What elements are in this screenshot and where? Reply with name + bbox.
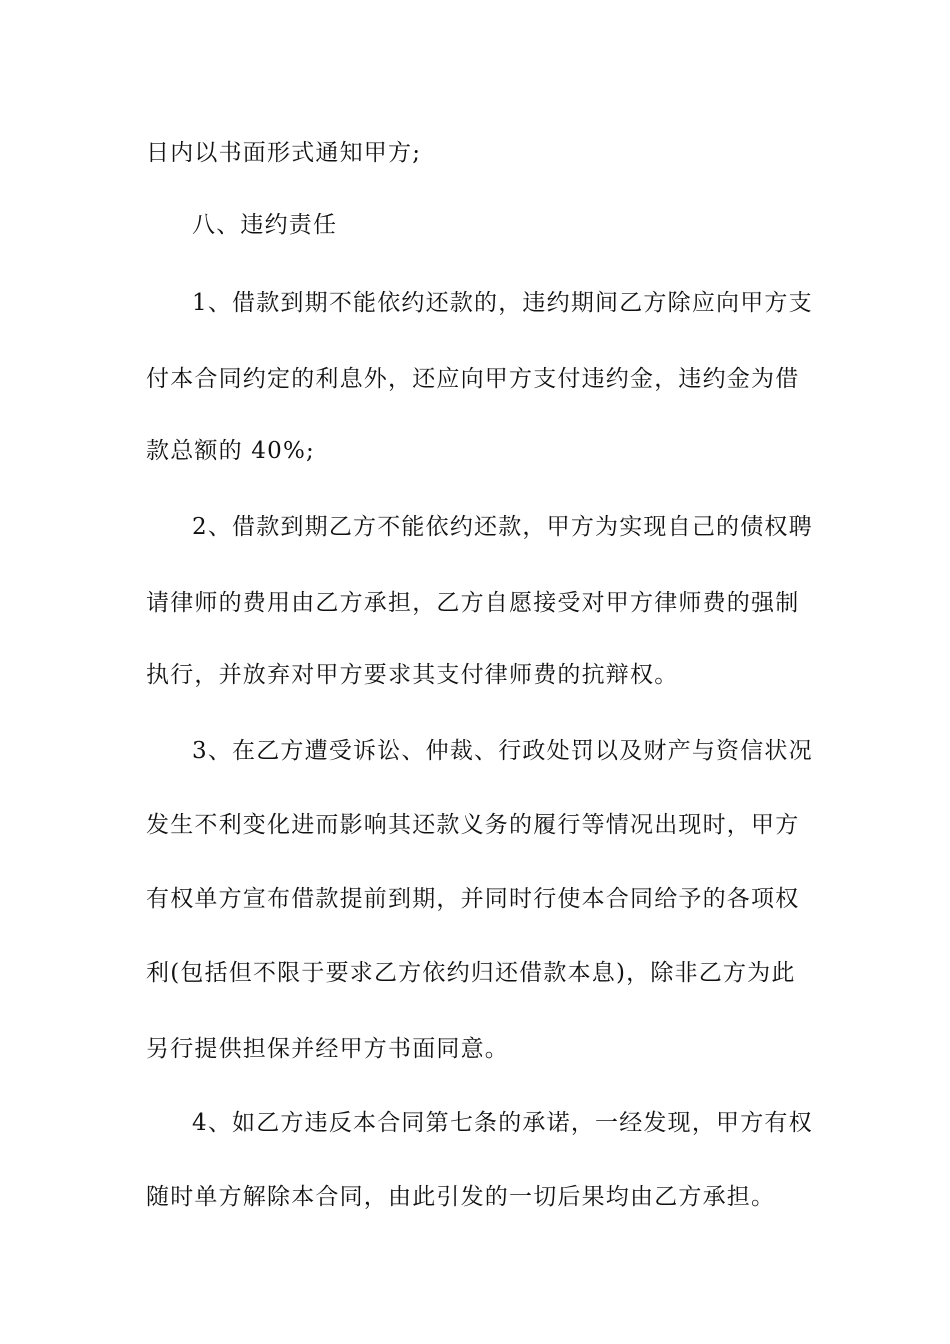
text-line: 日内以书面形式通知甲方;: [146, 140, 422, 166]
text-line: 4、如乙方违反本合同第七条的承诺，一经发现，甲方有权: [192, 1110, 813, 1136]
text-line: 执行，并放弃对甲方要求其支付律师费的抗辩权。: [146, 662, 679, 688]
text-line: 2、借款到期乙方不能依约还款，甲方为实现自己的债权聘: [192, 514, 813, 540]
text-line: 1、借款到期不能依约还款的，违约期间乙方除应向甲方支: [192, 290, 813, 316]
text-line: 发生不利变化进而影响其还款义务的履行等情况出现时，甲方: [146, 812, 800, 838]
text-line: 随时单方解除本合同，由此引发的一切后果均由乙方承担。: [146, 1184, 776, 1210]
text-line: 请律师的费用由乙方承担，乙方自愿接受对甲方律师费的强制: [146, 590, 800, 616]
text-line: 3、在乙方遭受诉讼、仲裁、行政处罚以及财产与资信状况: [192, 738, 813, 764]
text-line: 有权单方宣布借款提前到期，并同时行使本合同给予的各项权: [146, 886, 800, 912]
text-line: 另行提供担保并经甲方书面同意。: [146, 1036, 509, 1062]
section-heading: 八、违约责任: [192, 212, 338, 238]
text-line: 款总额的 40%;: [146, 438, 315, 464]
text-line: 利(包括但不限于要求乙方依约归还借款本息)，除非乙方为此: [146, 960, 796, 986]
text-line: 付本合同约定的利息外，还应向甲方支付违约金，违约金为借: [146, 366, 800, 392]
